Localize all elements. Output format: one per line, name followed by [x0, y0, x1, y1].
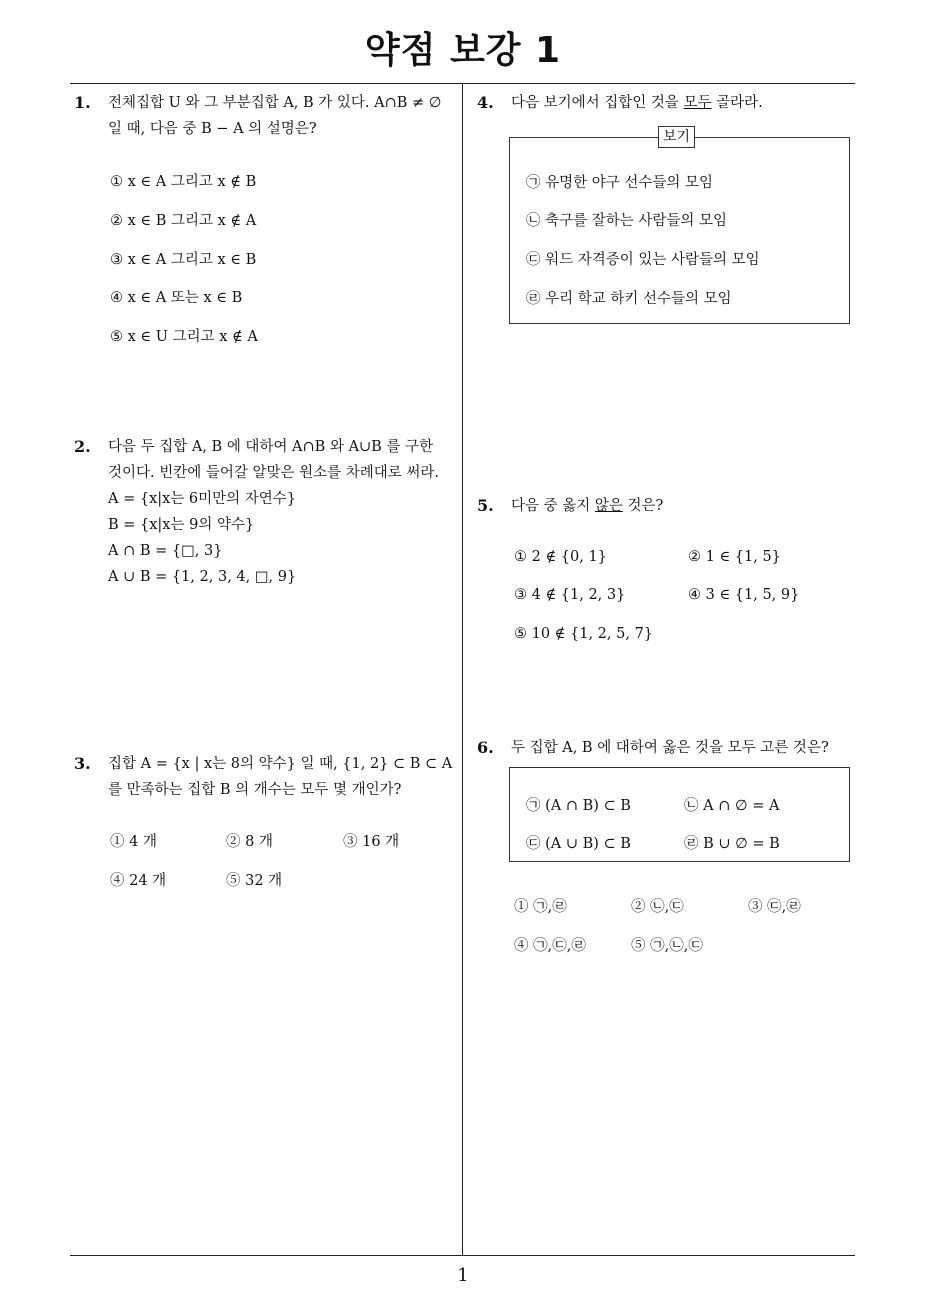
answer-option-3[interactable]: ③ 4 ∉ {1, 2, 3}: [514, 587, 626, 603]
question-3: [74, 751, 459, 803]
question-5: [477, 493, 857, 519]
answer-option-1[interactable]: ① 2 ∉ {0, 1}: [514, 549, 607, 565]
answer-option-1[interactable]: ① ㉠,㉣: [514, 899, 567, 915]
emphasis-underline: 않은: [594, 498, 623, 514]
question-4: [477, 90, 857, 116]
answer-option-2[interactable]: ② 8 개: [226, 834, 273, 850]
question-number: 6.: [477, 738, 494, 757]
set-definition: A ∩ B = {□, 3}: [108, 543, 223, 559]
question-text-line: 다음 중 옳지 않은 것은?: [511, 498, 664, 514]
question-number: 4.: [477, 93, 494, 112]
example-item: ㉡ 축구를 잘하는 사람들의 모임: [526, 213, 728, 229]
answer-option-2[interactable]: ② 1 ∈ {1, 5}: [688, 549, 781, 565]
answer-option-2[interactable]: ② x ∈ B 그리고 x ∉ A: [110, 213, 257, 229]
question-text-line: 전체집합 U 와 그 부분집합 A, B 가 있다. A∩B ≠ ∅: [108, 95, 442, 111]
example-item: ㉠ 유명한 야구 선수들의 모임: [526, 175, 714, 191]
question-text-line: 를 만족하는 집합 B 의 개수는 모두 몇 개인가?: [108, 782, 402, 798]
question-text-line: 것이다. 빈칸에 들어갈 알맞은 원소를 차례대로 써라.: [108, 465, 440, 481]
question-text-line: 다음 보기에서 집합인 것을 모두 골라라.: [511, 95, 763, 111]
answer-option-5[interactable]: ⑤ ㉠,㉡,㉢: [631, 938, 703, 954]
page-title: 약점 보강 1: [364, 30, 562, 71]
answer-option-5[interactable]: ⑤ x ∈ U 그리고 x ∉ A: [110, 329, 258, 345]
example-box-label: 보기: [658, 126, 695, 148]
set-definition: A = {x|x는 6미만의 자연수}: [108, 491, 297, 507]
column-divider: [462, 83, 463, 1255]
answer-option-5[interactable]: ⑤ 10 ∉ {1, 2, 5, 7}: [514, 626, 654, 642]
question-number: 5.: [477, 496, 494, 515]
set-definition: B = {x|x는 9의 약수}: [108, 517, 255, 533]
answer-option-3[interactable]: ③ ㉢,㉣: [748, 899, 801, 915]
page-number: 1: [457, 1265, 469, 1286]
answer-option-4[interactable]: ④ 24 개: [110, 873, 167, 889]
answer-option-1[interactable]: ① 4 개: [110, 834, 157, 850]
emphasis-underline: 모두: [683, 95, 712, 111]
question-text-line: 일 때, 다음 중 B − A 의 설명은?: [108, 121, 317, 137]
question-1: [74, 90, 459, 142]
answer-option-3[interactable]: ③ 16 개: [343, 834, 400, 850]
question-6: [477, 735, 857, 761]
question-number: 3.: [74, 754, 91, 773]
example-item: ㉡ A ∩ ∅ = A: [684, 798, 780, 814]
answer-option-3[interactable]: ③ x ∈ A 그리고 x ∈ B: [110, 252, 257, 268]
question-text-line: 다음 두 집합 A, B 에 대하여 A∩B 와 A∪B 를 구한: [108, 439, 434, 455]
answer-option-1[interactable]: ① x ∈ A 그리고 x ∉ B: [110, 174, 257, 190]
example-item: ㉠ (A ∩ B) ⊂ B: [526, 798, 631, 814]
question-2: [74, 434, 459, 590]
question-number: 2.: [74, 437, 91, 456]
example-item: ㉣ B ∪ ∅ = B: [684, 836, 780, 852]
answer-option-2[interactable]: ② ㉡,㉢: [631, 899, 684, 915]
question-text-line: 두 집합 A, B 에 대하여 옳은 것을 모두 고른 것은?: [511, 740, 829, 756]
example-item: ㉢ 워드 자격증이 있는 사람들의 모임: [526, 252, 760, 268]
example-item: ㉣ 우리 학교 하키 선수들의 모임: [526, 291, 732, 307]
question-number: 1.: [74, 93, 91, 112]
answer-option-5[interactable]: ⑤ 32 개: [226, 873, 283, 889]
question-text-line: 집합 A = {x | x는 8의 약수} 일 때, {1, 2} ⊂ B ⊂ A: [108, 756, 453, 772]
answer-option-4[interactable]: ④ x ∈ A 또는 x ∈ B: [110, 290, 243, 306]
answer-option-4[interactable]: ④ 3 ∈ {1, 5, 9}: [688, 587, 800, 603]
bottom-rule: [70, 1255, 855, 1256]
example-item: ㉢ (A ∪ B) ⊂ B: [526, 836, 631, 852]
set-definition: A ∪ B = {1, 2, 3, 4, □, 9}: [108, 569, 297, 585]
answer-option-4[interactable]: ④ ㉠,㉢,㉣: [514, 938, 586, 954]
